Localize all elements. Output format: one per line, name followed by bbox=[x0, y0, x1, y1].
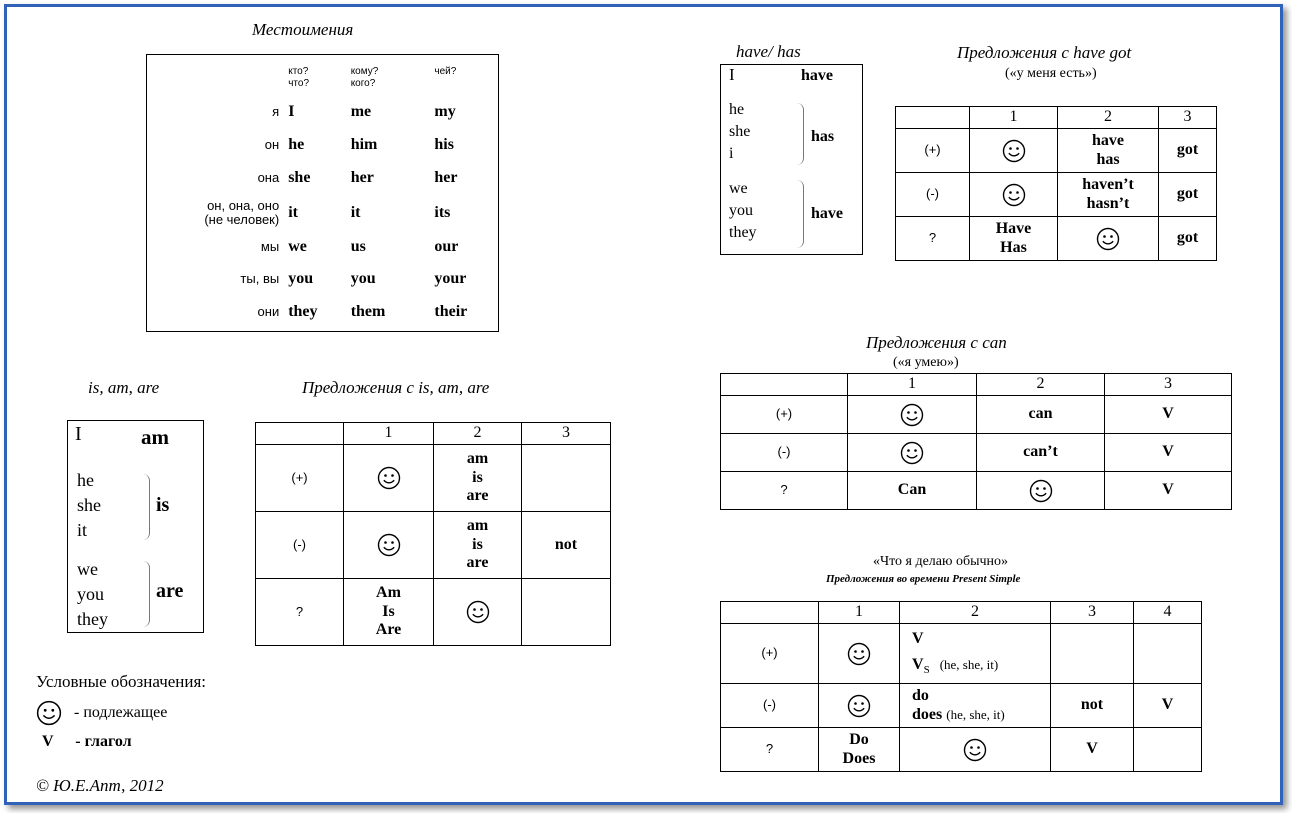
form-are: are bbox=[466, 487, 489, 505]
cell-v: V bbox=[1134, 684, 1202, 728]
pronoun-poss: their bbox=[434, 302, 468, 320]
pronoun-obj: him bbox=[350, 135, 378, 153]
form-V: V bbox=[912, 629, 924, 647]
pronoun-subj: she bbox=[288, 168, 311, 186]
pronoun-obj: you bbox=[350, 269, 376, 287]
have-you: you bbox=[729, 202, 753, 219]
pronoun-poss: its bbox=[434, 204, 451, 221]
row-label: ? bbox=[721, 472, 848, 510]
can-table bbox=[720, 373, 1232, 510]
cell-got: got bbox=[1159, 129, 1217, 173]
pronoun-row bbox=[147, 295, 498, 328]
pronoun-subj: we bbox=[288, 238, 307, 255]
have-box bbox=[720, 64, 863, 255]
col-2: 2 bbox=[977, 374, 1105, 396]
pronoun-obj: me bbox=[350, 102, 372, 120]
smiley-icon bbox=[377, 466, 401, 490]
smiley-icon bbox=[1029, 479, 1053, 503]
be-forms bbox=[434, 445, 522, 512]
pronoun-russian-line: ты, вы bbox=[240, 270, 280, 286]
row-label: (+) bbox=[721, 396, 848, 434]
can-table-subtitle: («я умею») bbox=[893, 355, 959, 370]
table-row bbox=[721, 396, 1232, 434]
header-what: что? bbox=[288, 78, 310, 89]
pronouns-title: Местоимения bbox=[252, 20, 354, 39]
row-label: (-) bbox=[896, 173, 970, 217]
pronoun-poss: his bbox=[434, 135, 454, 153]
row-label: (-) bbox=[256, 512, 344, 579]
have-they: they bbox=[729, 224, 757, 241]
pronoun-row bbox=[147, 232, 498, 262]
have-title: have/ has bbox=[736, 42, 801, 61]
pronoun-row bbox=[147, 128, 498, 161]
be-is: is bbox=[156, 494, 170, 516]
row-label: (-) bbox=[721, 684, 819, 728]
smiley-icon bbox=[36, 700, 62, 726]
pronoun-subj: you bbox=[288, 269, 314, 287]
table-row bbox=[721, 624, 1202, 684]
legend-v: V bbox=[42, 733, 54, 750]
smiley-icon bbox=[847, 642, 871, 666]
have-question-forms bbox=[970, 217, 1058, 261]
col-3: 3 bbox=[1105, 374, 1232, 396]
can-table-title: Предложения с can bbox=[866, 333, 1007, 352]
form-Are: Are bbox=[375, 621, 402, 639]
smiley-icon bbox=[963, 738, 987, 762]
form-Is: Is bbox=[382, 602, 395, 620]
have-she: she bbox=[729, 123, 751, 140]
form-has: has bbox=[1096, 150, 1120, 168]
pronoun-subj: I bbox=[288, 102, 295, 120]
cell-got: got bbox=[1159, 173, 1217, 217]
pronoun-poss: my bbox=[434, 102, 456, 120]
pronoun-subj: they bbox=[288, 302, 318, 320]
have-he: he bbox=[729, 101, 745, 118]
be-she: she bbox=[77, 495, 101, 515]
be-are: are bbox=[156, 580, 184, 602]
legend-verb-text: - глагол bbox=[75, 733, 132, 750]
ps-forms-positive bbox=[900, 624, 1051, 684]
form-Vs: V bbox=[912, 656, 924, 674]
legend-title: Условные обозначения: bbox=[36, 672, 207, 691]
form-does: does bbox=[912, 705, 943, 723]
cell-can: can bbox=[977, 396, 1105, 434]
pronoun-obj: it bbox=[350, 204, 361, 221]
col-1: 1 bbox=[970, 107, 1058, 129]
col-4: 4 bbox=[1134, 602, 1202, 624]
be-you: you bbox=[77, 584, 104, 604]
smiley-icon bbox=[1096, 227, 1120, 251]
cell-not: not bbox=[1051, 684, 1134, 728]
cell-3 bbox=[1051, 624, 1134, 684]
pronoun-russian-line: он bbox=[264, 136, 280, 152]
pronoun-row bbox=[147, 95, 498, 128]
col-1: 1 bbox=[819, 602, 900, 624]
cell-3 bbox=[522, 445, 611, 512]
form-havent: haven’t bbox=[1082, 176, 1134, 194]
be-they: they bbox=[77, 609, 108, 629]
pronoun-russian-line: они bbox=[257, 303, 280, 319]
table-row bbox=[896, 173, 1217, 217]
col-2: 2 bbox=[900, 602, 1051, 624]
form-note: (he, she, it) bbox=[946, 706, 1005, 722]
smiley-icon bbox=[900, 441, 924, 465]
have-have-2: have bbox=[811, 205, 843, 222]
be-forms bbox=[434, 512, 522, 579]
col-2: 2 bbox=[1058, 107, 1159, 129]
pronoun-russian bbox=[147, 128, 287, 161]
row-label: (-) bbox=[721, 434, 848, 472]
pronoun-russian-line: он, она, оно bbox=[207, 198, 280, 213]
form-am: am bbox=[466, 517, 489, 535]
have-i: I bbox=[729, 65, 735, 84]
pronoun-row bbox=[147, 161, 498, 194]
table-row bbox=[256, 445, 611, 512]
form-do: do bbox=[912, 687, 929, 705]
cell-3 bbox=[522, 579, 611, 646]
form-s-subscript: S bbox=[923, 664, 930, 677]
copyright: © Ю.Е.Апт, 2012 bbox=[36, 776, 164, 795]
pronoun-russian bbox=[147, 95, 287, 128]
be-title: is, am, are bbox=[88, 378, 160, 397]
pronoun-obj: them bbox=[350, 302, 386, 320]
table-row bbox=[721, 684, 1202, 728]
pronouns-table bbox=[147, 65, 498, 328]
ps-forms-negative bbox=[900, 684, 1051, 728]
table-row bbox=[721, 728, 1202, 772]
have-have-1: have bbox=[801, 67, 833, 84]
ps-question-forms bbox=[819, 728, 900, 772]
pronoun-poss: our bbox=[434, 238, 459, 255]
have-i-lower: i bbox=[729, 145, 734, 162]
table-row bbox=[256, 512, 611, 579]
cell-got: got bbox=[1159, 217, 1217, 261]
smiley-icon bbox=[847, 694, 871, 718]
legend-verb bbox=[42, 733, 132, 751]
cell-v: V bbox=[1105, 434, 1232, 472]
pronoun-row bbox=[147, 194, 498, 232]
pronoun-russian bbox=[147, 161, 287, 194]
pronoun-russian-line: (не человек) bbox=[204, 212, 280, 227]
form-Do: Do bbox=[849, 731, 869, 749]
col-3: 3 bbox=[1159, 107, 1217, 129]
be-we: we bbox=[77, 559, 98, 579]
have-group-have bbox=[729, 178, 757, 244]
brace-are bbox=[143, 561, 150, 627]
pronouns-box bbox=[146, 54, 499, 332]
pronoun-russian bbox=[147, 232, 287, 262]
brace-is bbox=[143, 474, 150, 540]
row-label: ? bbox=[256, 579, 344, 646]
form-are: are bbox=[466, 554, 489, 572]
be-am: am bbox=[141, 425, 169, 449]
cell-not: not bbox=[522, 512, 611, 579]
be-group-are bbox=[77, 557, 108, 632]
have-table-subtitle: («у меня есть») bbox=[1005, 66, 1097, 81]
be-group-is bbox=[77, 468, 101, 543]
row-label: ? bbox=[721, 728, 819, 772]
form-hasnt: hasn’t bbox=[1086, 194, 1130, 212]
col-3: 3 bbox=[522, 423, 611, 445]
col-3: 3 bbox=[1051, 602, 1134, 624]
be-question-forms bbox=[344, 579, 434, 646]
pronoun-russian-line: она bbox=[257, 169, 280, 185]
have-neg-forms bbox=[1058, 173, 1159, 217]
form-Am: Am bbox=[376, 584, 401, 602]
cell-4 bbox=[1134, 728, 1202, 772]
table-row bbox=[896, 217, 1217, 261]
form-note: (he, she, it) bbox=[939, 657, 999, 673]
have-forms bbox=[1058, 129, 1159, 173]
pronoun-russian bbox=[147, 295, 287, 328]
pronoun-obj: us bbox=[350, 238, 366, 255]
cell-cant: can’t bbox=[977, 434, 1105, 472]
form-have: have bbox=[1092, 132, 1124, 150]
smiley-icon bbox=[1002, 139, 1026, 163]
legend-subject-text: - подлежащее bbox=[74, 704, 168, 721]
smiley-icon bbox=[377, 533, 401, 557]
ps-table-subtitle: Предложения во времени Present Simple bbox=[826, 573, 1021, 585]
be-i: I bbox=[75, 423, 82, 445]
header-who: кто? bbox=[288, 66, 309, 77]
smiley-icon bbox=[1002, 183, 1026, 207]
col-1: 1 bbox=[848, 374, 977, 396]
table-row bbox=[721, 434, 1232, 472]
have-we: we bbox=[729, 180, 748, 197]
row-label: (+) bbox=[256, 445, 344, 512]
form-is: is bbox=[472, 535, 483, 553]
have-group-has bbox=[729, 99, 750, 165]
form-Does: Does bbox=[842, 749, 876, 767]
row-label: (+) bbox=[721, 624, 819, 684]
have-has: has bbox=[811, 128, 835, 145]
form-am: am bbox=[466, 450, 489, 468]
have-table bbox=[895, 106, 1217, 261]
cell-4 bbox=[1134, 624, 1202, 684]
ps-table bbox=[720, 601, 1202, 772]
cell-v: V bbox=[1051, 728, 1134, 772]
pronoun-row bbox=[147, 262, 498, 295]
be-box bbox=[67, 420, 204, 633]
pronoun-russian bbox=[147, 262, 287, 295]
form-Have: Have bbox=[995, 220, 1032, 238]
table-row bbox=[896, 129, 1217, 173]
smiley-icon bbox=[466, 600, 490, 624]
be-table bbox=[255, 422, 611, 646]
pronoun-subj: it bbox=[288, 204, 298, 221]
have-table-title: Предложения с have got bbox=[957, 43, 1132, 62]
col-1: 1 bbox=[344, 423, 434, 445]
cell-Can: Can bbox=[848, 472, 977, 510]
brace-have bbox=[797, 180, 804, 248]
pronoun-russian-line: мы bbox=[260, 239, 280, 254]
table-row bbox=[721, 472, 1232, 510]
pronoun-subj: he bbox=[288, 135, 305, 153]
be-it: it bbox=[77, 520, 88, 540]
brace-has bbox=[797, 103, 804, 165]
cell-v: V bbox=[1105, 396, 1232, 434]
header-whom: кого? bbox=[350, 78, 376, 89]
header-to-whom: кому? bbox=[350, 66, 379, 77]
ps-table-title: «Что я делаю обычно» bbox=[873, 554, 1009, 569]
pronoun-poss: her bbox=[434, 168, 458, 186]
table-row bbox=[256, 579, 611, 646]
row-label: (+) bbox=[896, 129, 970, 173]
header-whose: чей? bbox=[434, 66, 457, 77]
pronoun-poss: your bbox=[434, 269, 467, 287]
pronoun-russian-line: я bbox=[272, 103, 280, 119]
pronoun-russian bbox=[147, 194, 287, 232]
pronoun-obj: her bbox=[350, 168, 374, 186]
be-he: he bbox=[77, 470, 94, 490]
row-label: ? bbox=[896, 217, 970, 261]
form-Has: Has bbox=[1000, 238, 1027, 256]
legend-subject bbox=[36, 700, 167, 726]
cell-v: V bbox=[1105, 472, 1232, 510]
col-2: 2 bbox=[434, 423, 522, 445]
form-is: is bbox=[472, 468, 483, 486]
be-table-title: Предложения с is, am, are bbox=[302, 378, 490, 397]
smiley-icon bbox=[900, 403, 924, 427]
